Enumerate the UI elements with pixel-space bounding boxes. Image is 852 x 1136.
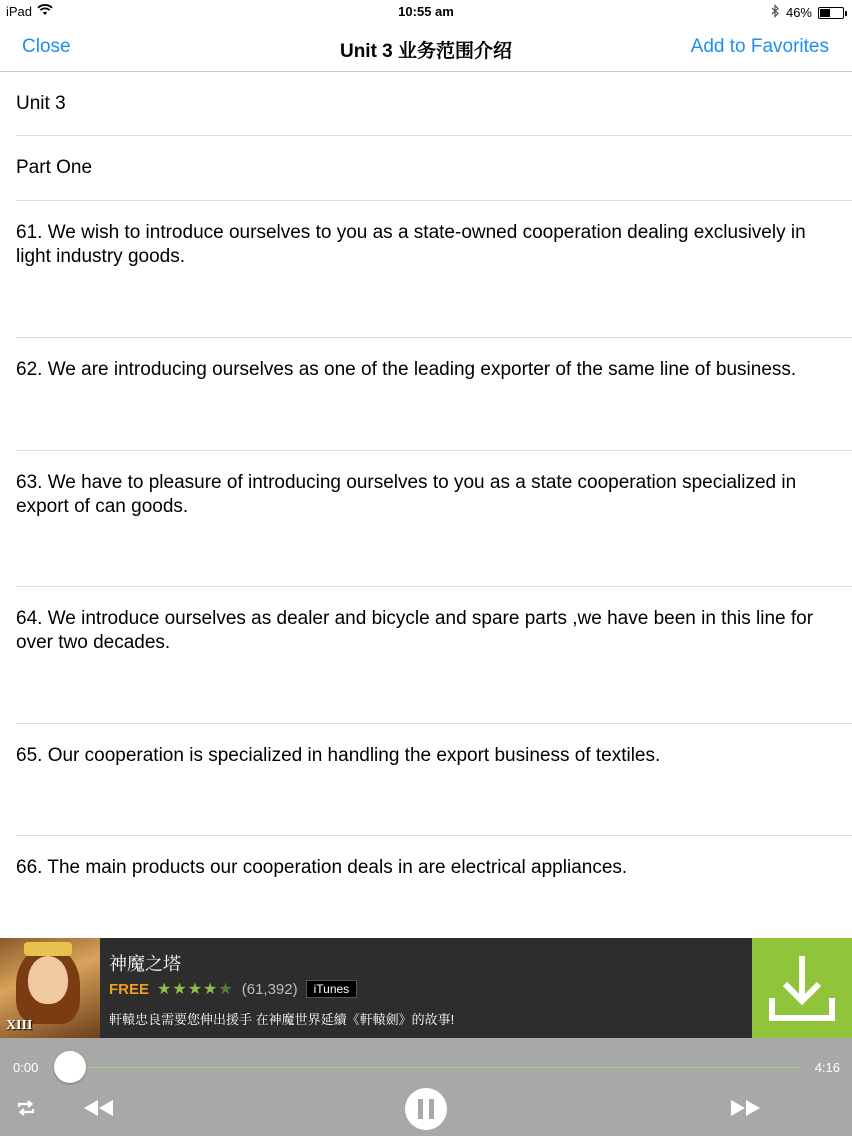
repeat-icon — [16, 1105, 36, 1122]
battery-icon — [818, 7, 844, 19]
device-name: iPad — [6, 4, 33, 19]
list-item-text: Unit 3 — [16, 93, 66, 114]
pause-icon — [403, 1119, 449, 1136]
ad-banner[interactable] — [0, 938, 852, 1038]
progress-track[interactable] — [70, 1067, 800, 1068]
ad-meta — [109, 979, 357, 999]
download-button[interactable] — [752, 938, 852, 1038]
list-item-text: 63. We have to pleasure of introducing ourselves to you as a state cooperation specialized in export of can goods. — [16, 472, 797, 517]
list-item-text: 62. We are introducing ourselves as one of the leading exporter of the same line of business. — [16, 359, 797, 380]
rating-count: (61,392) — [241, 980, 298, 998]
list-item-text: 65. Our cooperation is specialized in handling the export business of textiles. — [16, 745, 661, 766]
battery-percent: 46% — [785, 5, 812, 20]
rewind-icon — [82, 1105, 116, 1122]
close-button[interactable]: Close — [22, 36, 71, 57]
page-title: Unit 3 业务范围介绍 — [339, 41, 513, 62]
list-item-text: 64. We introduce ourselves as dealer and bicycle and spare parts ,we have been in this line for over two decades. — [16, 608, 814, 653]
bluetooth-icon — [771, 4, 780, 21]
add-to-favorites-button[interactable]: Add to Favorites — [690, 36, 829, 57]
sentence-list[interactable] — [0, 72, 852, 938]
list-item[interactable] — [16, 72, 852, 136]
repeat-button[interactable] — [16, 1098, 36, 1123]
status-bar — [0, 0, 852, 24]
audio-player — [0, 1038, 852, 1136]
list-item-text: 61. We wish to introduce ourselves to you as a state-owned cooperation dealing exclusively in light industry goods. — [16, 222, 806, 267]
list-item[interactable] — [16, 587, 852, 724]
ad-description: 軒轅忠良需要您伸出援手 在神魔世界延續《軒轅劍》的故事! — [109, 1012, 455, 1027]
list-item[interactable] — [16, 136, 852, 201]
list-item[interactable] — [16, 451, 852, 587]
ad-app-name: 神魔之塔 — [109, 954, 181, 974]
pause-button[interactable] — [403, 1086, 449, 1136]
character-crown — [24, 942, 72, 956]
status-time: 10:55 am — [398, 4, 454, 19]
list-item[interactable] — [16, 201, 852, 338]
elapsed-time: 0:00 — [13, 1060, 39, 1075]
ad-price: FREE — [109, 980, 150, 998]
star-rating-icon: ★★★★★ — [157, 981, 234, 998]
list-item[interactable] — [16, 724, 852, 836]
list-item-text: 66. The main products our cooperation deals in are electrical appliances. — [16, 857, 628, 878]
rewind-button[interactable] — [82, 1098, 116, 1123]
navigation-bar — [0, 24, 852, 72]
fast-forward-icon — [728, 1105, 762, 1122]
progress-slider-thumb[interactable] — [54, 1051, 86, 1083]
app-icon[interactable] — [0, 938, 100, 1038]
status-right — [771, 4, 844, 21]
battery-fill — [820, 9, 830, 17]
list-item[interactable] — [16, 836, 852, 938]
duration-time: 4:16 — [814, 1060, 840, 1075]
itunes-badge: iTunes — [306, 980, 358, 998]
list-item-text: Part One — [16, 157, 93, 178]
character-face — [28, 956, 68, 1004]
list-item[interactable] — [16, 338, 852, 451]
app-icon-badge: XIII — [6, 1018, 33, 1033]
fast-forward-button[interactable] — [728, 1098, 762, 1123]
